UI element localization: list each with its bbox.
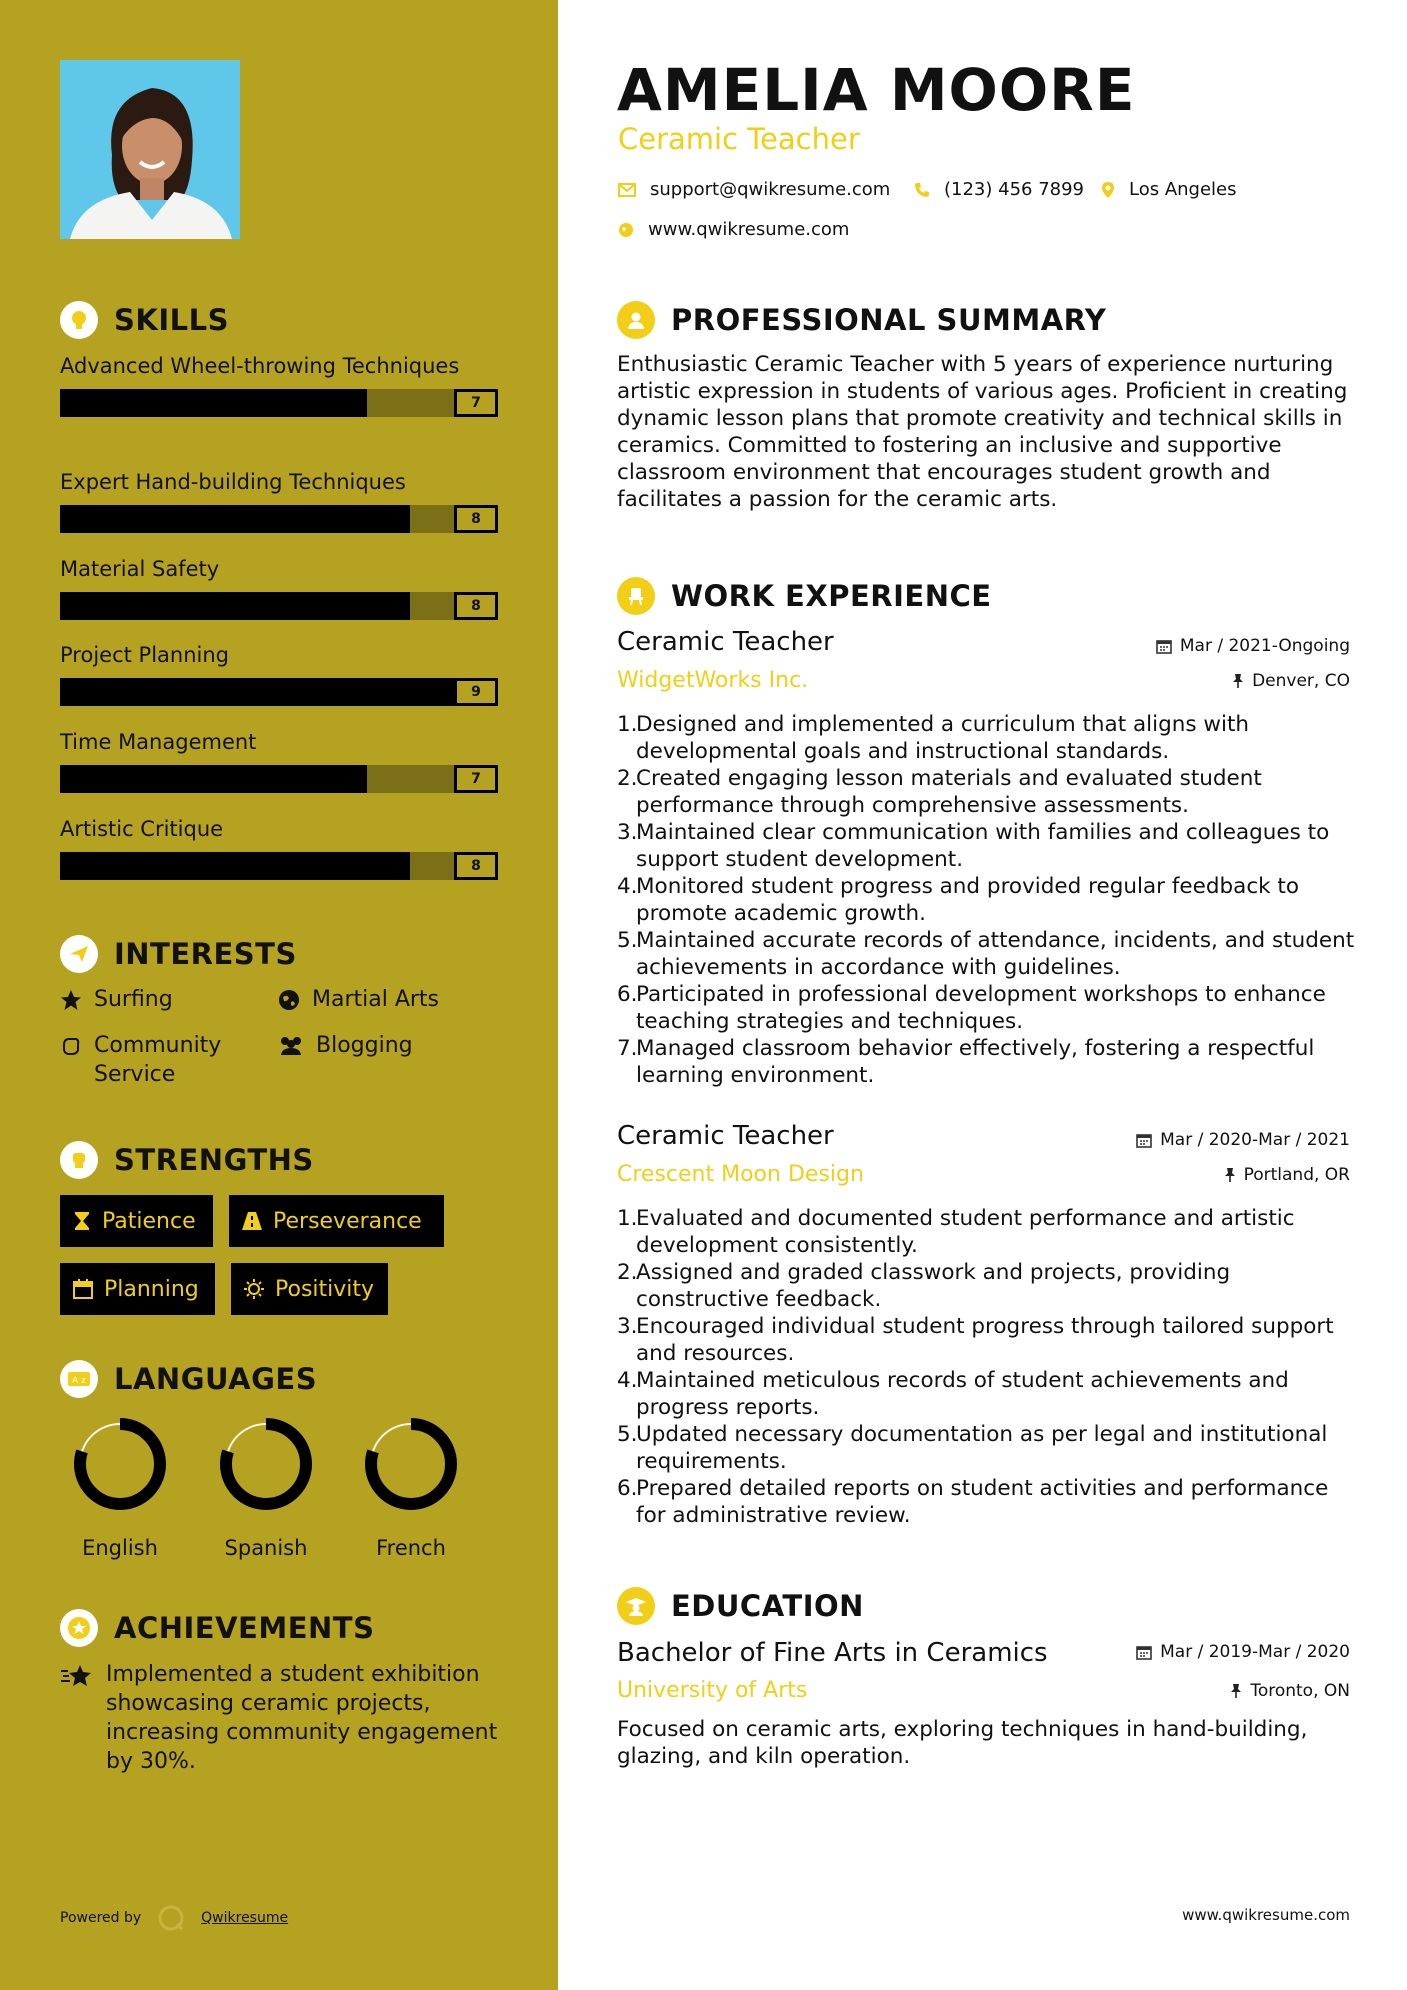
calendar-icon <box>1136 1644 1152 1660</box>
languages-header <box>60 1360 317 1398</box>
svg-text:z: z <box>81 1376 86 1386</box>
email-text[interactable]: support@qwikresume.com <box>650 179 891 200</box>
road-icon <box>241 1210 263 1232</box>
achievement-item <box>60 1660 500 1776</box>
summary-title: PROFESSIONAL SUMMARY <box>671 303 1107 337</box>
contact-website <box>618 219 849 240</box>
job-dates <box>1156 636 1350 656</box>
skill-bar <box>60 678 498 706</box>
skill-item <box>60 641 498 706</box>
website-text[interactable]: www.qwikresume.com <box>648 219 850 240</box>
education-location-text: Toronto, ON <box>1250 1681 1350 1701</box>
skill-item <box>60 815 498 880</box>
job-dates-text: Mar / 2021-Ongoing <box>1179 636 1350 656</box>
skill-bar-fill <box>60 765 367 793</box>
job-bullets <box>617 1205 1362 1529</box>
education-dates-text: Mar / 2019-Mar / 2020 <box>1160 1642 1350 1662</box>
calendar-icon <box>72 1278 94 1300</box>
language-ring <box>216 1414 316 1514</box>
education-header <box>617 1587 864 1625</box>
language-label: English <box>82 1536 158 1560</box>
experience-header <box>617 577 992 615</box>
company-name: Crescent Moon Design <box>617 1162 864 1187</box>
languages-title: LANGUAGES <box>114 1362 318 1396</box>
strength-chip <box>229 1195 444 1247</box>
hand-icon <box>60 1035 82 1057</box>
paper-plane-icon <box>60 935 98 973</box>
job-location <box>1232 671 1350 691</box>
calendar-icon <box>1156 638 1172 654</box>
skill-item <box>60 555 498 620</box>
skill-name: Advanced Wheel-throwing Techniques <box>60 354 460 378</box>
skill-bar <box>60 389 498 417</box>
strength-chip <box>60 1195 213 1247</box>
achievements-title: ACHIEVEMENTS <box>114 1611 375 1645</box>
skill-name: Artistic Critique <box>60 817 224 841</box>
calendar-icon <box>1136 1132 1152 1148</box>
strength-label: Positivity <box>275 1276 375 1302</box>
job-location <box>1224 1165 1350 1185</box>
globe-icon <box>618 222 634 238</box>
skill-level: 8 <box>454 505 498 533</box>
skill-bar-fill <box>60 678 454 706</box>
skill-level: 7 <box>454 765 498 793</box>
language-item <box>351 1414 471 1560</box>
job-bullet: 1. Designed and implemented a curriculum that aligns with developmental goals and instructional standards. <box>617 712 1250 764</box>
job-bullet: 6. Participated in professional development workshops to enhance teaching strategies and techniques. <box>617 982 1326 1034</box>
language-label: Spanish <box>224 1536 308 1560</box>
summary-text: Enthusiastic Ceramic Teacher with 5 years of experience nurturing artistic expression in students of various ages. Proficient in creating dynamic lesson plans that promote creativity and technical skills in ceramics. Committed to fostering an inclusive and supportive classroom environment that encourages student growth and facilitates a passion for the ceramic arts. <box>617 352 1348 512</box>
interest-label: Blogging <box>316 1033 413 1058</box>
job-bullet: 5. Maintained accurate records of attendance, incidents, and student achievements in accordance with guidelines. <box>617 928 1355 980</box>
skills-title: SKILLS <box>114 303 229 337</box>
summary-header <box>617 301 1106 339</box>
skill-level: 9 <box>454 678 498 706</box>
skill-item <box>60 352 498 417</box>
degree-title: Bachelor of Fine Arts in Ceramics <box>617 1638 1048 1668</box>
qwikresume-logo-icon <box>157 1904 185 1932</box>
powered-by-label: Powered by <box>60 1910 142 1926</box>
users-icon <box>278 1035 304 1057</box>
interest-label: Martial Arts <box>312 987 440 1012</box>
company-name: WidgetWorks Inc. <box>617 668 809 693</box>
education-location <box>1230 1681 1350 1701</box>
phone-icon <box>914 182 930 198</box>
experience-title: WORK EXPERIENCE <box>671 579 992 613</box>
job-title: Ceramic Teacher <box>617 627 834 657</box>
achievement-text: Implemented a student exhibition showcasing ceramic projects, increasing community engagement by 30%. <box>106 1662 498 1774</box>
profile-photo <box>60 60 240 239</box>
job-title: Ceramic Teacher <box>617 1121 834 1151</box>
sidebar <box>0 0 558 1990</box>
powered-by <box>60 1904 288 1932</box>
pushpin-icon <box>1224 1167 1236 1183</box>
skill-bar <box>60 852 498 880</box>
interest-label: Surfing <box>94 987 173 1012</box>
portrait-image <box>60 60 240 239</box>
translate-icon <box>60 1360 98 1398</box>
strength-chip <box>60 1263 215 1315</box>
job-bullet: 2. Created engaging lesson materials and evaluated student performance through comprehensive assessments. <box>617 766 1262 818</box>
education-title: EDUCATION <box>671 1589 864 1623</box>
skill-bar-fill <box>60 852 410 880</box>
job-dates-text: Mar / 2020-Mar / 2021 <box>1160 1130 1350 1150</box>
job-location-text: Portland, OR <box>1243 1165 1350 1185</box>
job-location-text: Denver, CO <box>1252 671 1350 691</box>
interest-item <box>60 1031 260 1089</box>
shooting-star-icon <box>60 1663 94 1689</box>
job-bullet: 3. Maintained clear communication with families and colleagues to support student development. <box>617 820 1330 872</box>
lightbulb-icon <box>60 301 98 339</box>
skill-bar-fill <box>60 389 367 417</box>
school-name: University of Arts <box>617 1678 808 1703</box>
language-ring <box>70 1414 170 1514</box>
sun-icon <box>243 1278 265 1300</box>
job-bullet: 7. Managed classroom behavior effectively, fostering a respectful learning environment. <box>617 1036 1315 1088</box>
skill-bar <box>60 505 498 533</box>
strength-label: Planning <box>104 1276 199 1302</box>
skill-name: Time Management <box>60 730 257 754</box>
location-text: Los Angeles <box>1129 179 1237 200</box>
skill-bar-fill <box>60 505 410 533</box>
job-bullet: 5. Updated necessary documentation as per legal and institutional requirements. <box>617 1422 1328 1474</box>
interests-header <box>60 935 297 973</box>
achievements-header <box>60 1609 374 1647</box>
globe-icon <box>278 989 300 1011</box>
strengths-title: STRENGTHS <box>114 1143 314 1177</box>
strength-label: Perseverance <box>273 1208 422 1234</box>
education-dates <box>1136 1642 1350 1662</box>
svg-text:A: A <box>72 1376 79 1386</box>
job-bullet: 1. Evaluated and documented student performance and artistic development consistently. <box>617 1206 1295 1258</box>
skill-bar <box>60 765 498 793</box>
interest-item <box>278 1031 413 1060</box>
user-icon <box>617 301 655 339</box>
job-bullet: 3. Encouraged individual student progress through tailored support and resources. <box>617 1314 1334 1366</box>
fist-icon <box>60 1141 98 1179</box>
skill-name: Project Planning <box>60 643 229 667</box>
skill-bar <box>60 592 498 620</box>
interest-label: Community Service <box>94 1033 222 1087</box>
contact-location <box>1101 179 1237 200</box>
candidate-role: Ceramic Teacher <box>618 122 860 156</box>
job-bullets <box>617 711 1362 1089</box>
job-bullet: 4. Monitored student progress and provided regular feedback to promote academic growth. <box>617 874 1300 926</box>
skill-name: Expert Hand-building Techniques <box>60 470 406 494</box>
map-pin-icon <box>1101 181 1115 199</box>
language-item <box>206 1414 326 1560</box>
language-item <box>60 1414 180 1560</box>
main-content <box>558 0 1407 1990</box>
pushpin-icon <box>1230 1683 1242 1699</box>
contact-phone <box>914 179 1084 200</box>
language-ring <box>361 1414 461 1514</box>
strength-chip <box>231 1263 388 1315</box>
skill-name: Material Safety <box>60 557 220 581</box>
skill-item <box>60 468 498 533</box>
candidate-name: AMELIA MOORE <box>617 56 1136 124</box>
interests-title: INTERESTS <box>114 937 297 971</box>
job-bullet: 6. Prepared detailed reports on student activities and performance for administrative review. <box>617 1476 1329 1528</box>
chair-icon <box>617 577 655 615</box>
skill-level: 8 <box>454 852 498 880</box>
skill-item <box>60 728 498 793</box>
skill-level: 8 <box>454 592 498 620</box>
star-badge-icon <box>60 1609 98 1647</box>
skills-header <box>60 301 229 339</box>
hourglass-icon <box>72 1210 92 1232</box>
footer-url[interactable]: www.qwikresume.com <box>1182 1906 1350 1924</box>
phone-text: (123) 456 7899 <box>944 179 1085 200</box>
education-description: Focused on ceramic arts, exploring techniques in hand-building, glazing, and kiln operation. <box>617 1717 1308 1769</box>
pushpin-icon <box>1232 673 1244 689</box>
strength-label: Patience <box>102 1208 196 1234</box>
interest-item <box>278 985 439 1014</box>
job-bullet: 4. Maintained meticulous records of student achievements and progress reports. <box>617 1368 1289 1420</box>
job-bullet: 2. Assigned and graded classwork and projects, providing constructive feedback. <box>617 1260 1231 1312</box>
qwikresume-link[interactable]: Qwikresume <box>201 1910 289 1926</box>
skill-bar-fill <box>60 592 410 620</box>
language-label: French <box>376 1536 446 1560</box>
graduate-icon <box>617 1587 655 1625</box>
contact-email <box>618 179 890 200</box>
skill-level: 7 <box>454 389 498 417</box>
job-dates <box>1136 1130 1350 1150</box>
star-icon <box>60 989 82 1011</box>
envelope-icon <box>618 183 636 197</box>
strengths-header <box>60 1141 314 1179</box>
interest-item <box>60 985 173 1014</box>
